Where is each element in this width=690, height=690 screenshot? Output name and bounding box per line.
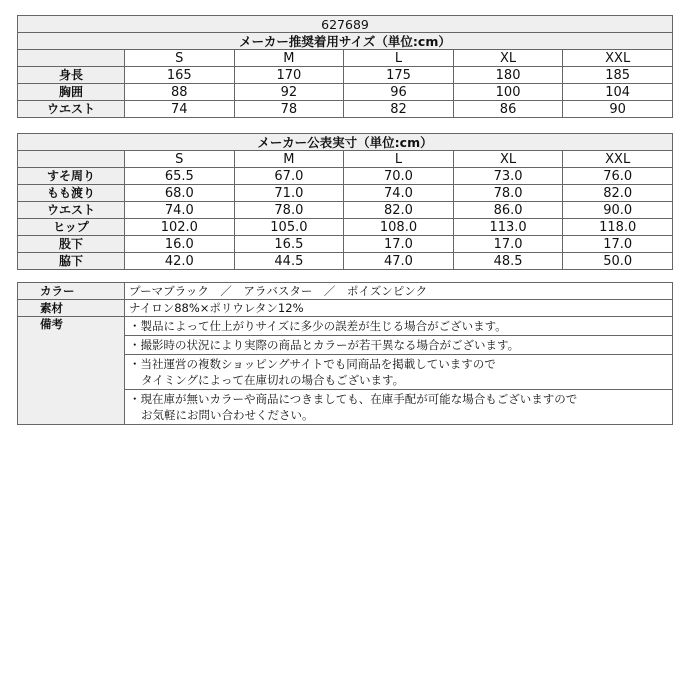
cell-value: 42.0 [125,253,235,270]
cell-value: 74.0 [125,202,235,219]
color-row [18,283,673,300]
cell-value: 86.0 [453,202,563,219]
cell-value: 90 [563,101,673,118]
actual-title: メーカー公表実寸（単位:cm） [18,134,673,151]
size-header: M [234,151,344,168]
recommended-title: メーカー推奨着用サイズ（単位:cm） [18,33,673,50]
note-item [125,390,673,425]
size-header: XXL [563,151,673,168]
table-row [18,101,673,118]
note-line: お気軽にお問い合わせください。 [141,408,314,422]
cell-value: 90.0 [563,202,673,219]
cell-value: 76.0 [563,168,673,185]
cell-value: 170 [234,67,344,84]
cell-value: 104 [563,84,673,101]
cell-value: 165 [125,67,235,84]
row-label: もも渡り [18,185,125,202]
cell-value: 16.0 [125,236,235,253]
table-row [18,202,673,219]
cell-value: 73.0 [453,168,563,185]
size-header: L [344,50,454,67]
row-label: ウエスト [18,202,125,219]
row-label: 股下 [18,236,125,253]
row-label: 脇下 [18,253,125,270]
cell-value: 78.0 [453,185,563,202]
cell-value: 185 [563,67,673,84]
cell-value: 180 [453,67,563,84]
row-label: ヒップ [18,219,125,236]
table-row [18,84,673,101]
cell-value: 96 [344,84,454,101]
note-line: ・当社運営の複数ショッピングサイトでも同商品を掲載していますので [129,357,496,371]
note-line: ・撮影時の状況により実際の商品とカラーが若干異なる場合がございます。 [129,338,520,352]
table-row [18,219,673,236]
row-label: すそ周り [18,168,125,185]
size-header: S [125,151,235,168]
recommended-size-table [17,15,673,118]
cell-value: 108.0 [344,219,454,236]
note-item [125,355,673,390]
size-header: L [344,151,454,168]
table-row [18,253,673,270]
size-header-row [18,151,673,168]
row-label: 胸囲 [18,84,125,101]
size-header: XL [453,50,563,67]
cell-value: 16.5 [234,236,344,253]
size-header: XL [453,151,563,168]
cell-value: 105.0 [234,219,344,236]
cell-value: 17.0 [563,236,673,253]
cell-value: 68.0 [125,185,235,202]
cell-value: 17.0 [453,236,563,253]
blank-corner [18,50,125,67]
cell-value: 50.0 [563,253,673,270]
product-code-row [18,16,673,33]
material-label: 素材 [18,300,125,317]
note-item [125,336,673,355]
cell-value: 88 [125,84,235,101]
cell-value: 47.0 [344,253,454,270]
cell-value: 74 [125,101,235,118]
table-row [18,67,673,84]
table-row [18,168,673,185]
cell-value: 67.0 [234,168,344,185]
cell-value: 175 [344,67,454,84]
color-label: カラー [18,283,125,300]
cell-value: 78 [234,101,344,118]
cell-value: 65.5 [125,168,235,185]
size-header: M [234,50,344,67]
cell-value: 118.0 [563,219,673,236]
note-line: タイミングによって在庫切れの場合もございます。 [141,373,405,387]
cell-value: 17.0 [344,236,454,253]
notes-row [18,317,673,336]
cell-value: 86 [453,101,563,118]
note-line: ・製品によって仕上がりサイズに多少の誤差が生じる場合がございます。 [129,319,507,333]
cell-value: 82.0 [344,202,454,219]
cell-value: 78.0 [234,202,344,219]
size-header: XXL [563,50,673,67]
note-line: ・現在庫が無いカラーや商品につきましても、在庫手配が可能な場合もございますので [129,392,578,406]
notes-label: 備考 [18,317,125,425]
cell-value: 71.0 [234,185,344,202]
cell-value: 70.0 [344,168,454,185]
cell-value: 82.0 [563,185,673,202]
cell-value: 44.5 [234,253,344,270]
material-value: ナイロン88%×ポリウレタン12% [125,300,673,317]
color-value: プーマブラック ／ アラバスター ／ ポイズンピンク [125,283,673,300]
cell-value: 102.0 [125,219,235,236]
table-row [18,185,673,202]
cell-value: 82 [344,101,454,118]
note-item [125,317,673,336]
actual-title-row [18,134,673,151]
table-row [18,236,673,253]
product-code: 627689 [18,16,673,33]
row-label: ウエスト [18,101,125,118]
cell-value: 48.5 [453,253,563,270]
blank-corner [18,151,125,168]
cell-value: 92 [234,84,344,101]
recommended-title-row [18,33,673,50]
cell-value: 113.0 [453,219,563,236]
material-row [18,300,673,317]
product-info-table [17,282,673,425]
row-label: 身長 [18,67,125,84]
size-header-row [18,50,673,67]
size-header: S [125,50,235,67]
actual-measurement-table [17,133,673,270]
cell-value: 100 [453,84,563,101]
cell-value: 74.0 [344,185,454,202]
